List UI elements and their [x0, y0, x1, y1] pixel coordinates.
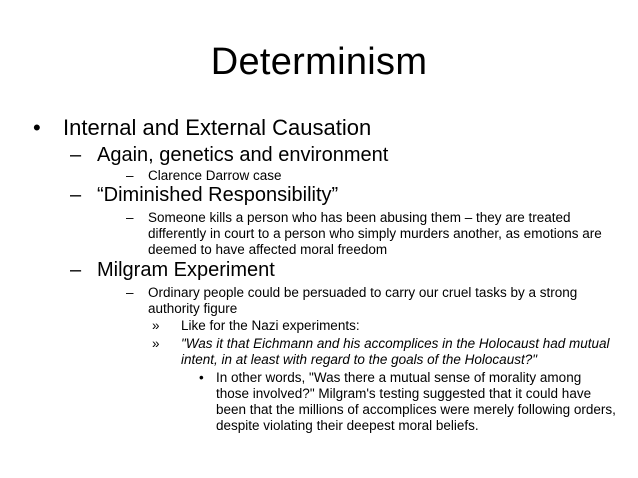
dash-marker: – — [126, 168, 134, 183]
list-item-text: Again, genetics and environment — [97, 144, 389, 166]
dash-marker: – — [70, 144, 82, 166]
bullet-marker: • — [33, 115, 41, 140]
dash-marker: – — [126, 210, 134, 225]
slide-title: Determinism — [210, 41, 428, 83]
dash-marker: – — [126, 285, 134, 300]
list-item-text: Ordinary people could be persuaded to carry our cruel tasks by a strong authority figure — [148, 285, 578, 316]
list-item-text: “Diminished Responsibility” — [97, 184, 339, 206]
chevron-marker: » — [152, 336, 160, 351]
chevron-marker: » — [152, 318, 160, 333]
list-item-text: Clarence Darrow case — [148, 168, 282, 183]
dash-marker: – — [70, 184, 82, 206]
list-item-text: Someone kills a person who has been abusing them – they are treated differently in court to a person who simply murders another, as emotions are deemed to have affected moral freedom — [148, 210, 602, 257]
quote-text: "Was it that Eichmann and his accomplices in the Holocaust had mutual intent, in at least with regard to the goals of the Holocaust?" — [181, 336, 610, 367]
list-item-text: In other words, "Was there a mutual sense of morality among those involved?" Milgram's testing suggested that it could have been that the millions of accomplices were merely following orders, despite violating their deepest moral beliefs. — [216, 370, 616, 433]
list-item-text: Like for the Nazi experiments: — [181, 318, 360, 333]
dash-marker: – — [70, 259, 82, 281]
list-item-text: Internal and External Causation — [63, 115, 372, 140]
bullet-marker: • — [199, 370, 204, 385]
list-item-text: Milgram Experiment — [97, 259, 275, 281]
